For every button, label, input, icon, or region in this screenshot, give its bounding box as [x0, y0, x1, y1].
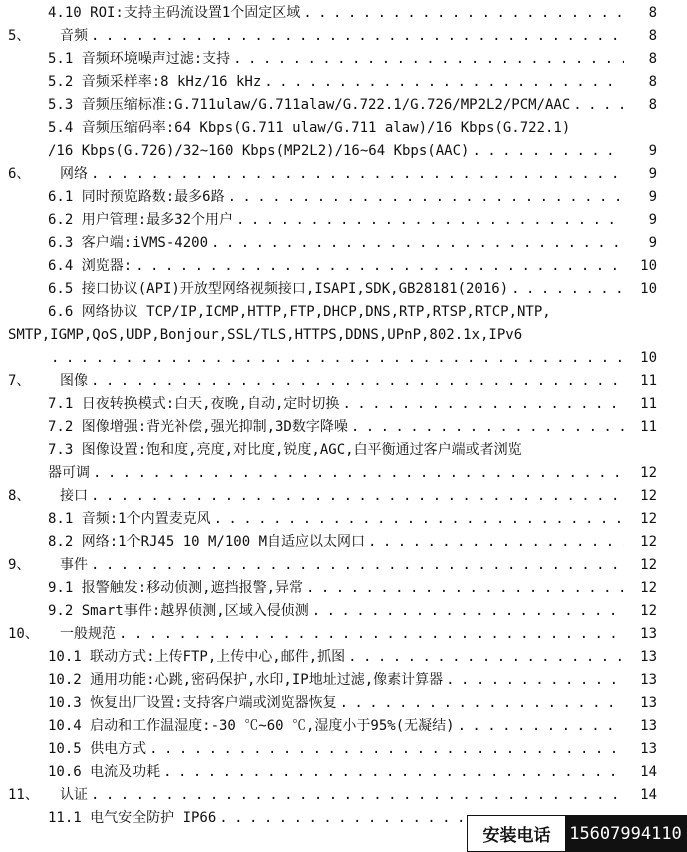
toc-entry-title: 事件	[60, 557, 88, 573]
toc-chapter[interactable]	[0, 370, 687, 393]
toc-entry[interactable]	[0, 140, 687, 163]
toc-leader-dots	[303, 2, 624, 25]
toc-entry[interactable]	[0, 577, 687, 600]
toc-page-number: 12	[640, 488, 657, 504]
toc-entry[interactable]	[0, 738, 687, 761]
toc-chapter[interactable]	[0, 623, 687, 646]
toc-page-number: 13	[640, 649, 657, 665]
toc-leader-dots	[91, 25, 624, 48]
toc-chapter[interactable]	[0, 163, 687, 186]
toc-entry-title: 10.6 电流及功耗	[48, 764, 161, 780]
toc-leader-dots	[306, 577, 624, 600]
toc-entry-title: 11.1 电气安全防护 IP66	[48, 810, 217, 826]
toc-entry-title: 6.6 网络协议 TCP/IP,ICMP,HTTP,FTP,DHCP,DNS,RTP,RTSP,RTCP,NTP,	[48, 304, 551, 320]
toc-page-number: 12	[640, 557, 657, 573]
toc-leader-dots	[119, 623, 624, 646]
toc-leader-dots	[233, 48, 624, 71]
toc-entry-title: 7.2 图像增强:背光补偿,强光抑制,3D数字降噪	[48, 419, 348, 435]
toc-entry[interactable]	[0, 324, 687, 347]
toc-leader-dots	[472, 140, 624, 163]
toc-leader-dots	[351, 416, 624, 439]
toc-entry-title: 6.5 接口协议(API)开放型网络视频接口,ISAPI,SDK,GB28181(2016)	[48, 281, 509, 297]
toc-entry-title: 8.1 音频:1个内置麦克风	[48, 511, 211, 527]
toc-leader-dots	[149, 738, 624, 761]
toc-page-number: 9	[648, 143, 657, 159]
toc-entry[interactable]	[0, 416, 687, 439]
toc-chapter[interactable]	[0, 784, 687, 807]
toc-leader-dots	[458, 715, 624, 738]
toc-entry-title: 6.4 浏览器:	[48, 258, 133, 274]
toc-page-number: 11	[640, 419, 657, 435]
toc-page-number: 12	[640, 603, 657, 619]
toc-page-number: 13	[640, 718, 657, 734]
toc-entry[interactable]	[0, 761, 687, 784]
toc-leader-dots	[342, 393, 624, 416]
toc-entry-title: 5.2 音频采样率:8 kHz/16 kHz	[48, 74, 262, 90]
toc-entry-title: 9.1 报警触发:移动侦测,遮挡报警,异常	[48, 580, 304, 596]
install-phone-label: 安装电话	[468, 816, 565, 851]
toc-entry-title: 音频	[60, 28, 88, 44]
toc-entry[interactable]	[0, 646, 687, 669]
toc-entry[interactable]	[0, 508, 687, 531]
toc-entry[interactable]	[0, 278, 687, 301]
toc-chapter[interactable]	[0, 25, 687, 48]
toc-entry-title: 6.2 用户管理:最多32个用户	[48, 212, 234, 228]
toc-entry[interactable]	[0, 255, 687, 278]
toc-entry-title: 网络	[60, 166, 88, 182]
toc-leader-dots	[163, 761, 624, 784]
toc-page-number: 8	[648, 28, 657, 44]
toc-entry[interactable]	[0, 600, 687, 623]
toc-entry-title: 6.3 客户端:iVMS-4200	[48, 235, 209, 251]
toc-page-number: 9	[648, 235, 657, 251]
toc-entry-title: 10.5 供电方式	[48, 741, 147, 757]
toc-entry-title: 10.1 联动方式:上传FTP,上传中心,邮件,抓图	[48, 649, 346, 665]
toc-leader-dots	[211, 232, 624, 255]
toc-page-number: 9	[648, 212, 657, 228]
toc-page-number: 12	[640, 465, 657, 481]
toc-entry[interactable]	[0, 393, 687, 416]
toc-leader-dots	[91, 370, 624, 393]
toc-entry[interactable]	[0, 347, 687, 370]
toc-leader-dots	[135, 255, 624, 278]
toc-chapter[interactable]	[0, 485, 687, 508]
toc-page-number: 10	[640, 350, 657, 366]
toc-entry[interactable]	[0, 531, 687, 554]
toc-page-number: 14	[640, 764, 657, 780]
toc-entry-title: /16 Kbps(G.726)/32~160 Kbps(MP2L2)/16~64 Kbps(AAC)	[48, 143, 470, 159]
toc-leader-dots	[93, 462, 624, 485]
toc-entry-title: 5.3 音频压缩标准:G.711ulaw/G.711alaw/G.722.1/G.726/MP2L2/PCM/AAC	[48, 97, 571, 113]
install-phone-number[interactable]: 15607994110	[565, 816, 686, 851]
toc-page-number: 12	[640, 511, 657, 527]
toc-page-number: 13	[640, 672, 657, 688]
toc-entry-title: 图像	[60, 373, 88, 389]
toc-entry-title: 5.1 音频环境噪声过滤:支持	[48, 51, 231, 67]
toc-entry[interactable]	[0, 715, 687, 738]
toc-entry[interactable]	[0, 462, 687, 485]
toc-page-number: 13	[640, 695, 657, 711]
toc-leader-dots	[312, 600, 624, 623]
toc-entry[interactable]	[0, 94, 687, 117]
toc-page-number: 10	[640, 258, 657, 274]
toc-chapter-number: 10、	[8, 626, 39, 642]
toc-page-number: 9	[648, 189, 657, 205]
toc-chapter[interactable]	[0, 554, 687, 577]
toc-leader-dots	[91, 554, 624, 577]
toc-entry[interactable]	[0, 71, 687, 94]
toc-entry-title: 6.1 同时预览路数:最多6路	[48, 189, 225, 205]
toc-entry-title: 10.4 启动和工作温湿度:-30 ℃~60 ℃,湿度小于95%(无凝结)	[48, 718, 455, 734]
toc-page-number: 14	[640, 787, 657, 803]
toc-leader-dots	[348, 646, 624, 669]
toc-page-number: 8	[648, 5, 657, 21]
toc-page-number: 11	[640, 396, 657, 412]
toc-page-number: 12	[640, 534, 657, 550]
toc-leader-dots	[264, 71, 624, 94]
toc-entry-title: 5.4 音频压缩码率:64 Kbps(G.711 ulaw/G.711 alaw)/16 Kbps(G.722.1)	[48, 120, 571, 136]
toc-entry-title: 10.3 恢复出厂设置:支持客户端或浏览器恢复	[48, 695, 337, 711]
table-of-contents	[0, 2, 687, 830]
toc-page-number: 8	[648, 51, 657, 67]
toc-leader-dots	[236, 209, 624, 232]
toc-entry-title: 7.1 日夜转换模式:白天,夜晚,自动,定时切换	[48, 396, 340, 412]
toc-leader-dots	[368, 531, 624, 554]
toc-leader-dots	[573, 94, 624, 117]
toc-leader-dots	[91, 163, 624, 186]
toc-entry-title: 9.2 Smart事件:越界侦测,区域入侵侦测	[48, 603, 309, 619]
toc-entry[interactable]	[0, 117, 687, 140]
toc-page-number: 11	[640, 373, 657, 389]
toc-page-number: 8	[648, 74, 657, 90]
toc-entry-title: 10.2 通用功能:心跳,密码保护,水印,IP地址过滤,像素计算器	[48, 672, 444, 688]
toc-entry-title: SMTP,IGMP,QoS,UDP,Bonjour,SSL/TLS,HTTPS,DDNS,UPnP,802.1x,IPv6	[8, 327, 523, 343]
toc-entry[interactable]	[0, 186, 687, 209]
toc-entry[interactable]	[0, 301, 687, 324]
toc-entry-title: 4.10 ROI:支持主码流设置1个固定区域	[48, 5, 301, 21]
toc-page-number: 13	[640, 741, 657, 757]
toc-entry-title: 8.2 网络:1个RJ45 10 M/100 M自适应以太网口	[48, 534, 366, 550]
toc-entry-title: 接口	[60, 488, 88, 504]
toc-entry-title: 器可调	[48, 465, 90, 481]
toc-chapter-number: 7、	[8, 373, 31, 389]
toc-leader-dots	[51, 347, 624, 370]
toc-entry[interactable]	[0, 48, 687, 71]
toc-chapter-number: 11、	[8, 787, 39, 803]
toc-page-number: 8	[648, 97, 657, 113]
toc-chapter-number: 5、	[8, 28, 31, 44]
toc-chapter-number: 9、	[8, 557, 31, 573]
toc-leader-dots	[91, 784, 624, 807]
toc-entry[interactable]	[0, 209, 687, 232]
toc-page-number: 10	[640, 281, 657, 297]
toc-leader-dots	[511, 278, 624, 301]
toc-entry[interactable]	[0, 232, 687, 255]
toc-entry-title: 一般规范	[60, 626, 116, 642]
toc-entry-title: 认证	[60, 787, 88, 803]
toc-page-number: 9	[648, 166, 657, 182]
toc-chapter-number: 6、	[8, 166, 31, 182]
toc-page-number: 13	[640, 626, 657, 642]
toc-leader-dots	[214, 508, 624, 531]
toc-page-number: 12	[640, 580, 657, 596]
toc-entry[interactable]	[0, 2, 687, 25]
toc-leader-dots	[91, 485, 624, 508]
toc-leader-dots	[340, 692, 624, 715]
toc-entry[interactable]	[0, 439, 687, 462]
toc-entry[interactable]	[0, 669, 687, 692]
install-phone-banner	[467, 815, 687, 852]
toc-chapter-number: 8、	[8, 488, 31, 504]
toc-leader-dots	[446, 669, 624, 692]
toc-entry-title: 7.3 图像设置:饱和度,亮度,对比度,锐度,AGC,白平衡通过客户端或者浏览	[48, 442, 522, 458]
toc-entry[interactable]	[0, 692, 687, 715]
toc-leader-dots	[228, 186, 624, 209]
